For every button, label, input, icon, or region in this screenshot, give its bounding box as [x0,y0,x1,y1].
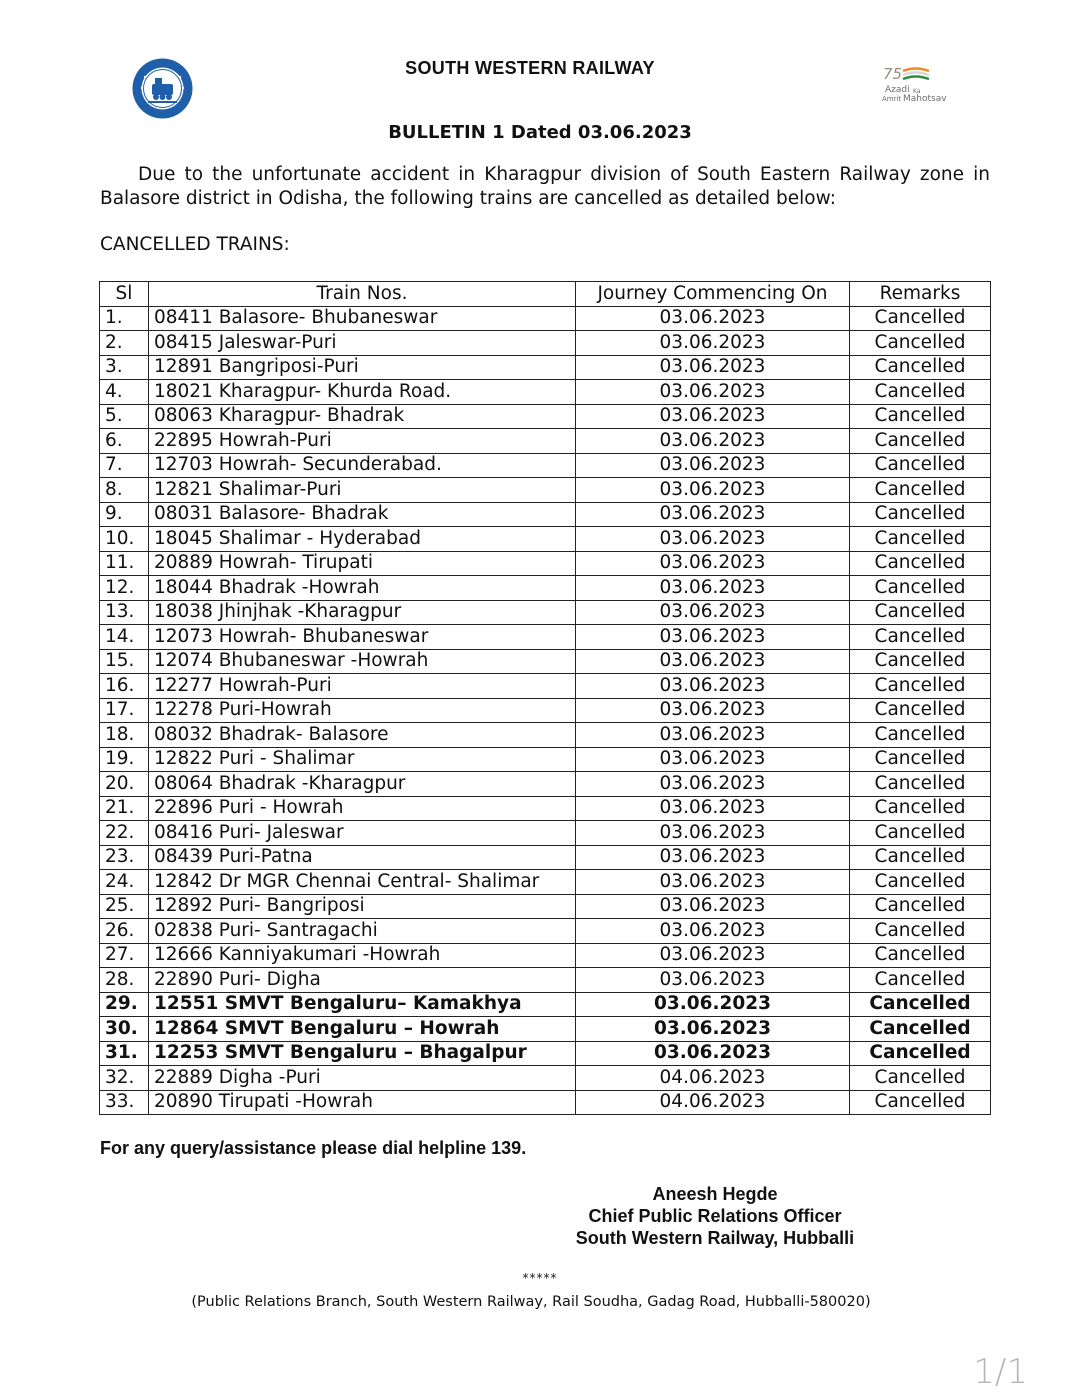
cell-remarks: Cancelled [850,747,991,772]
cell-journey-date: 03.06.2023 [576,380,850,405]
table-row [100,894,991,919]
cell-sl: 28. [100,968,149,993]
cell-sl: 9. [100,502,149,527]
cell-journey-date: 03.06.2023 [576,527,850,552]
cell-train: 22895 Howrah-Puri [149,429,576,454]
cell-train: 12864 SMVT Bengaluru – Howrah [149,1017,576,1042]
table-row [100,1090,991,1115]
cell-remarks: Cancelled [850,527,991,552]
cell-remarks: Cancelled [850,772,991,797]
cell-train: 12278 Puri-Howrah [149,698,576,723]
cell-sl: 14. [100,625,149,650]
table-row [100,772,991,797]
cell-remarks: Cancelled [850,845,991,870]
table-row [100,796,991,821]
cell-sl: 13. [100,600,149,625]
cell-remarks: Cancelled [850,894,991,919]
cell-journey-date: 03.06.2023 [576,992,850,1017]
table-row [100,1017,991,1042]
cell-remarks: Cancelled [850,1017,991,1042]
table-row [100,747,991,772]
cell-journey-date: 04.06.2023 [576,1090,850,1115]
cell-train: 08411 Balasore- Bhubaneswar [149,306,576,331]
cell-remarks: Cancelled [850,1066,991,1091]
cell-sl: 12. [100,576,149,601]
cell-train: 18044 Bhadrak -Howrah [149,576,576,601]
cell-journey-date: 03.06.2023 [576,796,850,821]
cell-train: 08031 Balasore- Bhadrak [149,502,576,527]
cell-remarks: Cancelled [850,380,991,405]
cell-train: 12821 Shalimar-Puri [149,478,576,503]
cell-journey-date: 03.06.2023 [576,919,850,944]
signatory-name: Aneesh Hegde [652,1184,778,1204]
cell-sl: 4. [100,380,149,405]
azadi-ka-amrit-mahotsav-logo-icon [875,62,955,108]
cell-journey-date: 03.06.2023 [576,551,850,576]
cell-remarks: Cancelled [850,453,991,478]
cell-train: 02838 Puri- Santragachi [149,919,576,944]
cell-sl: 6. [100,429,149,454]
cell-train: 12822 Puri - Shalimar [149,747,576,772]
cell-train: 20889 Howrah- Tirupati [149,551,576,576]
cell-remarks: Cancelled [850,796,991,821]
cell-train: 08064 Bhadrak -Kharagpur [149,772,576,797]
table-row [100,404,991,429]
cell-journey-date: 03.06.2023 [576,821,850,846]
cell-journey-date: 03.06.2023 [576,1041,850,1066]
signature-block [545,1183,885,1249]
cell-sl: 17. [100,698,149,723]
intro-paragraph: Due to the unfortunate accident in Kharagpur division of South Eastern Railway zone in Balasore district in Odisha, the following trains are cancelled as detailed below: [100,164,990,209]
cell-remarks: Cancelled [850,870,991,895]
cell-train: 22890 Puri- Digha [149,968,576,993]
table-row [100,625,991,650]
cell-remarks: Cancelled [850,551,991,576]
cell-train: 12551 SMVT Bengaluru– Kamakhya [149,992,576,1017]
cell-remarks: Cancelled [850,355,991,380]
table-row [100,331,991,356]
cell-sl: 32. [100,1066,149,1091]
logo-ka-text: Ka [913,88,921,95]
cell-train: 22889 Digha -Puri [149,1066,576,1091]
cell-sl: 11. [100,551,149,576]
cell-train: 08439 Puri-Patna [149,845,576,870]
cell-journey-date: 03.06.2023 [576,1017,850,1042]
cell-remarks: Cancelled [850,600,991,625]
table-row [100,1041,991,1066]
cell-train: 18021 Kharagpur- Khurda Road. [149,380,576,405]
table-row [100,649,991,674]
table-row [100,527,991,552]
cell-train: 12277 Howrah-Puri [149,674,576,699]
cell-sl: 29. [100,992,149,1017]
cell-journey-date: 03.06.2023 [576,502,850,527]
cell-train: 12666 Kanniyakumari -Howrah [149,943,576,968]
bulletin-title: BULLETIN 1 Dated 03.06.2023 [388,122,692,143]
cell-journey-date: 03.06.2023 [576,943,850,968]
logo-75-text: 75 [883,65,903,83]
table-row [100,306,991,331]
organization-title: SOUTH WESTERN RAILWAY [405,58,655,78]
cell-train: 18045 Shalimar - Hyderabad [149,527,576,552]
cell-journey-date: 03.06.2023 [576,453,850,478]
cell-sl: 3. [100,355,149,380]
cell-train: 12074 Bhubaneswar -Howrah [149,649,576,674]
cell-sl: 19. [100,747,149,772]
column-header-journey-date: Journey Commencing On [576,282,850,307]
table-row [100,698,991,723]
cell-remarks: Cancelled [850,943,991,968]
cell-remarks: Cancelled [850,674,991,699]
cell-journey-date: 03.06.2023 [576,478,850,503]
cell-journey-date: 03.06.2023 [576,870,850,895]
cell-journey-date: 04.06.2023 [576,1066,850,1091]
cell-journey-date: 03.06.2023 [576,625,850,650]
page-indicator: 1/1 [973,1352,1028,1392]
cell-sl: 8. [100,478,149,503]
cell-sl: 20. [100,772,149,797]
table-row [100,870,991,895]
cell-remarks: Cancelled [850,576,991,601]
cell-sl: 31. [100,1041,149,1066]
cell-journey-date: 03.06.2023 [576,576,850,601]
cell-journey-date: 03.06.2023 [576,404,850,429]
table-header-row [100,282,991,307]
cell-train: 12842 Dr MGR Chennai Central- Shalimar [149,870,576,895]
table-row [100,968,991,993]
cell-sl: 5. [100,404,149,429]
cell-sl: 25. [100,894,149,919]
cell-sl: 24. [100,870,149,895]
helpline-note: For any query/assistance please dial helpline 139. [100,1138,527,1158]
table-row [100,821,991,846]
cell-remarks: Cancelled [850,306,991,331]
table-row [100,502,991,527]
cell-journey-date: 03.06.2023 [576,894,850,919]
cell-train: 08415 Jaleswar-Puri [149,331,576,356]
cell-train: 18038 Jhinjhak -Kharagpur [149,600,576,625]
cell-train: 12073 Howrah- Bhubaneswar [149,625,576,650]
cell-journey-date: 03.06.2023 [576,674,850,699]
cell-sl: 26. [100,919,149,944]
cell-sl: 22. [100,821,149,846]
cell-journey-date: 03.06.2023 [576,968,850,993]
column-header-sl: Sl [100,282,149,307]
cell-sl: 18. [100,723,149,748]
logo-azadi-text: Azadi [885,85,910,95]
logo-mahotsav-text: Mahotsav [903,94,947,104]
cell-sl: 10. [100,527,149,552]
separator-stars: ***** [522,1271,558,1285]
cell-sl: 33. [100,1090,149,1115]
cell-journey-date: 03.06.2023 [576,698,850,723]
cell-journey-date: 03.06.2023 [576,331,850,356]
cell-journey-date: 03.06.2023 [576,845,850,870]
cell-sl: 27. [100,943,149,968]
signatory-title: Chief Public Relations Officer [588,1206,842,1226]
cell-remarks: Cancelled [850,404,991,429]
cell-train: 12253 SMVT Bengaluru – Bhagalpur [149,1041,576,1066]
cell-journey-date: 03.06.2023 [576,306,850,331]
cell-remarks: Cancelled [850,649,991,674]
cell-train: 12891 Bangriposi-Puri [149,355,576,380]
cell-remarks: Cancelled [850,625,991,650]
cell-sl: 1. [100,306,149,331]
cell-sl: 2. [100,331,149,356]
cell-remarks: Cancelled [850,821,991,846]
footer-address: (Public Relations Branch, South Western Railway, Rail Soudha, Gadag Road, Hubballi-580020) [191,1294,871,1310]
table-row [100,1066,991,1091]
logo-amrit-text: Amrit [882,95,902,103]
cell-train: 08032 Bhadrak- Balasore [149,723,576,748]
table-row [100,600,991,625]
cell-train: 22896 Puri - Howrah [149,796,576,821]
table-row [100,943,991,968]
cell-remarks: Cancelled [850,1090,991,1115]
signatory-organization: South Western Railway, Hubballi [575,1228,855,1248]
table-row [100,478,991,503]
column-header-train-nos: Train Nos. [149,282,576,307]
table-row [100,723,991,748]
cell-journey-date: 03.06.2023 [576,649,850,674]
cell-train: 12892 Puri- Bangriposi [149,894,576,919]
cancelled-trains-heading: CANCELLED TRAINS: [100,234,290,255]
cell-train: 08063 Kharagpur- Bhadrak [149,404,576,429]
cell-remarks: Cancelled [850,1041,991,1066]
table-row [100,355,991,380]
cell-sl: 16. [100,674,149,699]
cell-remarks: Cancelled [850,502,991,527]
cell-remarks: Cancelled [850,919,991,944]
cell-train: 12703 Howrah- Secunderabad. [149,453,576,478]
table-row [100,453,991,478]
cell-remarks: Cancelled [850,331,991,356]
cell-sl: 21. [100,796,149,821]
cell-sl: 15. [100,649,149,674]
cell-sl: 7. [100,453,149,478]
cell-train: 08416 Puri- Jaleswar [149,821,576,846]
cell-sl: 23. [100,845,149,870]
cell-sl: 30. [100,1017,149,1042]
cell-remarks: Cancelled [850,478,991,503]
table-row [100,845,991,870]
cell-journey-date: 03.06.2023 [576,723,850,748]
cell-journey-date: 03.06.2023 [576,429,850,454]
cell-journey-date: 03.06.2023 [576,355,850,380]
table-row [100,992,991,1017]
cell-journey-date: 03.06.2023 [576,772,850,797]
cancelled-trains-table [99,281,991,1115]
cell-remarks: Cancelled [850,698,991,723]
cell-journey-date: 03.06.2023 [576,600,850,625]
cell-train: 20890 Tirupati -Howrah [149,1090,576,1115]
table-row [100,551,991,576]
cell-remarks: Cancelled [850,723,991,748]
table-row [100,674,991,699]
table-row [100,380,991,405]
cell-remarks: Cancelled [850,992,991,1017]
cell-journey-date: 03.06.2023 [576,747,850,772]
column-header-remarks: Remarks [850,282,991,307]
cell-remarks: Cancelled [850,429,991,454]
table-row [100,919,991,944]
table-row [100,429,991,454]
table-row [100,576,991,601]
cell-remarks: Cancelled [850,968,991,993]
